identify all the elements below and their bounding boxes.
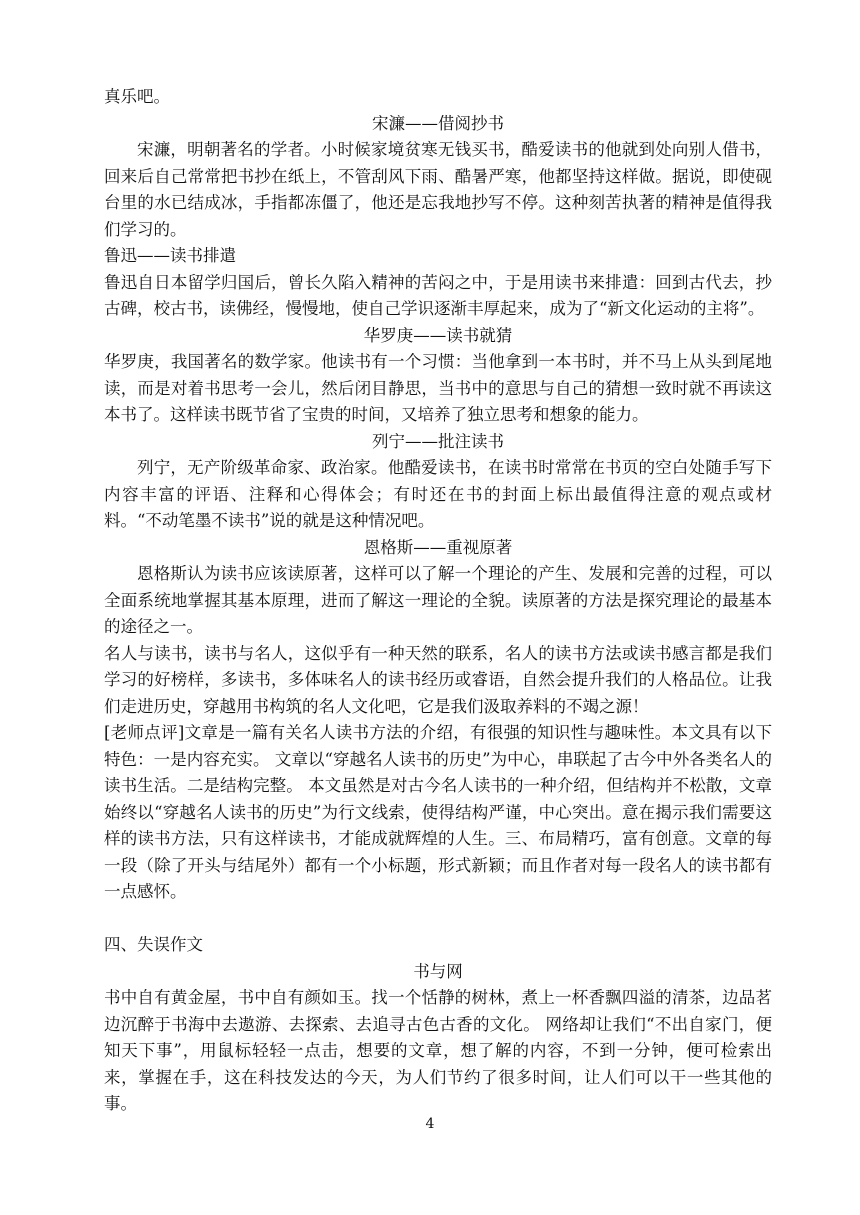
paragraph-lu-xun: 鲁迅自日本留学归国后，曾长久陷入精神的苦闷之中，于是用读书来排遣：回到古代去，抄古碑，校古书，读佛经，慢慢地，使自己学识逐渐丰厚起来，成为了“新文化运动的主将”。	[104, 272, 772, 318]
document-page	[104, 84, 772, 1118]
essay-title: 书与网	[413, 961, 463, 981]
heading-hua-luogeng: 华罗庚——读书就猜	[363, 325, 513, 345]
heading-engels: 恩格斯——重视原著	[363, 537, 513, 557]
paragraph-conclusion: 名人与读书，读书与名人，这似乎有一种天然的联系，名人的读书方法或读书感言都是我们学习的好榜样，多读书，多体味名人的读书经历或睿语，自然会提升我们的人格品位。让我们走进历史，穿越用书构筑的名人文化吧，它是我们汲取养料的不竭之源！	[104, 643, 772, 716]
heading-lenin: 列宁——批注读书	[372, 431, 504, 451]
paragraph-hua-luogeng: 华罗庚，我国著名的数学家。他读书有一个习惯：当他拿到一本书时，并不马上从头到尾地读，而是对着书思考一会儿，然后闭目静思，当书中的意思与自己的猜想一致时就不再读这本书了。这样读书既节省了宝贵的时间，又培养了独立思考和想象的能力。	[104, 352, 772, 424]
blank-line	[104, 906, 772, 933]
paragraph-engels: 恩格斯认为读书应该读原著，这样可以了解一个理论的产生、发展和完善的过程，可以全面系统地掌握其基本原理，进而了解这一理论的全貌。读原著的方法是探究理论的最基本的途径之一。	[104, 564, 772, 636]
paragraph-song-lian: 宋濂，明朝著名的学者。小时候家境贫寒无钱买书，酷爱读书的他就到处向别人借书，回来后自己常常把书抄在纸上，不管刮风下雨、酷暑严寒，他都坚持这样做。据说，即使砚台里的水已结成冰，手指都冻僵了，他还是忘我地抄写不停。这种刻苦执著的精神是值得我们学习的。	[104, 140, 772, 239]
paragraph-teacher-comment: [老师点评]文章是一篇有关名人读书方法的介绍，有很强的知识性与趣味性。本文具有以下特色：一是内容充实。 文章以“穿越名人读书的历史”为中心，串联起了古今中外各类名人的读书生活。二是结构完整。 本文虽然是对古今名人读书的一种介绍，但结构并不松散，文章始终以“穿越名人读书的历史”为行文线索，使得结构严谨，中心突出。意在揭示我们需要这样的读书方法，只有这样读书，才能成就辉煌的人生。三、布局精巧，富有创意。文章的每一段（除了开头与结尾外）都有一个小标题，形式新颖；而且作者对每一段名人的读书都有一点感怀。	[104, 723, 772, 901]
paragraph-essay: 书中自有黄金屋，书中自有颜如玉。找一个恬静的树林，煮上一杯香飘四溢的清茶，边品茗边沉醉于书海中去遨游、去探索、去追寻古色古香的文化。 网络却让我们“不出自家门，便知天下事”，用鼠标轻轻一点击，想要的文章，想了解的内容，不到一分钟，便可检索出来，掌握在手，这在科技发达的今天，为人们节约了很多时间，让人们可以干一些其他的事。	[104, 988, 772, 1113]
page-number: 4	[425, 1116, 435, 1132]
paragraph-continuation: 真乐吧。	[104, 87, 170, 106]
heading-song-lian: 宋濂——借阅抄书	[372, 113, 504, 133]
heading-lu-xun: 鲁迅——读书排遣	[104, 246, 236, 265]
section-heading: 四、失误作文	[104, 935, 203, 954]
paragraph-lenin: 列宁，无产阶级革命家、政治家。他酷爱读书，在读书时常常在书页的空白处随手写下内容丰富的评语、注释和心得体会；有时还在书的封面上标出最值得注意的观点或材料。“不动笔墨不读书”说的就是这种情况吧。	[104, 458, 772, 530]
